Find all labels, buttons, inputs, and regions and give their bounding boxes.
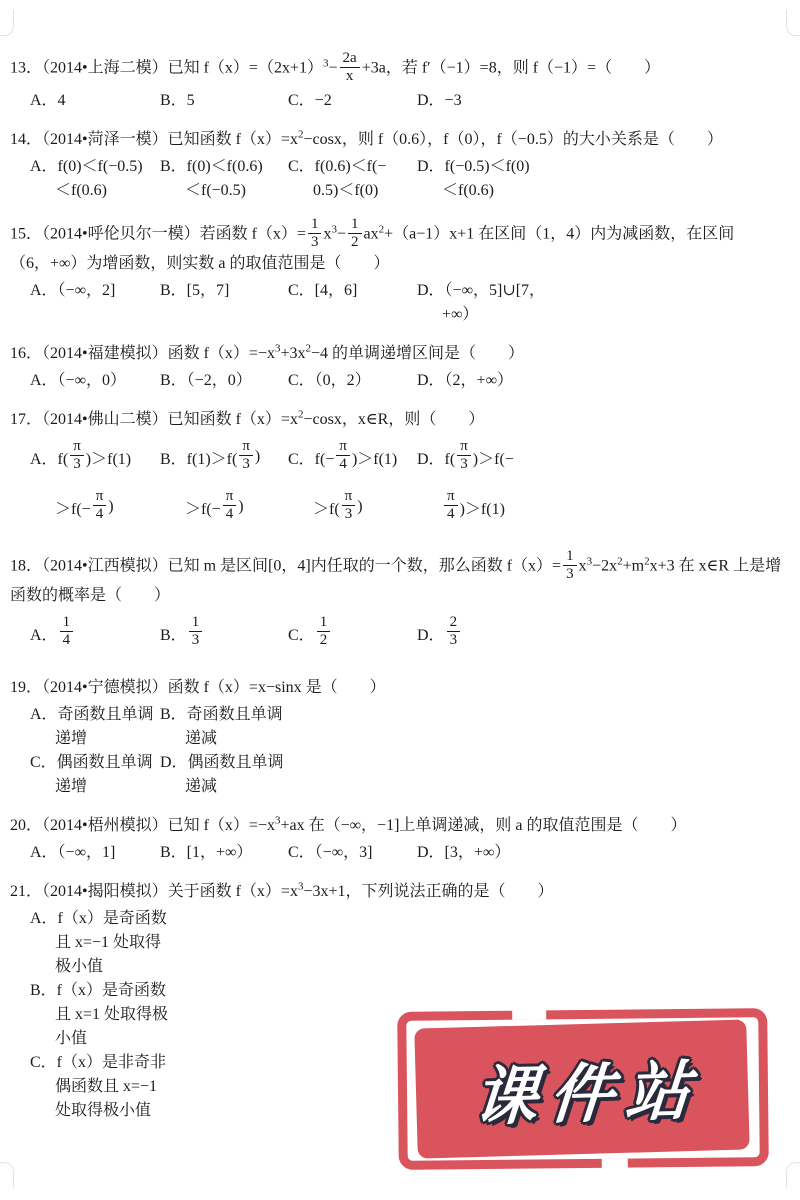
- question-stem: [10, 52, 786, 86]
- text-segment: )＞f(−: [472, 450, 514, 468]
- text-segment: D．（−∞，5]∪[7，: [417, 281, 546, 299]
- option-cell: [417, 366, 513, 390]
- fraction: [70, 438, 84, 472]
- options-row: [10, 176, 786, 200]
- text-segment: 递增: [55, 777, 88, 795]
- text-segment: 16．（2014•福建模拟）函数 f（x）=−x: [10, 345, 275, 362]
- superscript: 2: [617, 555, 623, 568]
- option-cell: [30, 152, 143, 176]
- page-corner-mark: [0, 10, 14, 36]
- text-segment: −: [336, 225, 346, 243]
- superscript: 2: [305, 342, 312, 355]
- option-cell: [30, 1048, 166, 1072]
- option-cell: [30, 432, 131, 482]
- options-row: [10, 976, 786, 1000]
- option-cell: [442, 482, 505, 532]
- fraction: [317, 614, 331, 648]
- fraction-denominator: x: [345, 67, 354, 84]
- question-stem: [10, 880, 786, 904]
- option-cell: [55, 952, 103, 976]
- text-segment: +∞）: [442, 305, 479, 323]
- text-segment: B．[1，+∞）: [160, 843, 253, 861]
- text-segment: ): [357, 498, 363, 515]
- question-stem: [10, 408, 786, 432]
- text-segment: 递减: [185, 729, 218, 747]
- questions-container: [0, 52, 800, 1120]
- text-segment: ＜f(0.6): [442, 181, 494, 199]
- fraction: [239, 438, 253, 472]
- text-segment: −: [328, 59, 338, 77]
- text-segment: 20．（2014•梧州模拟）已知 f（x）=−x: [10, 817, 275, 834]
- option-cell: [442, 176, 494, 200]
- page-corner-mark: [0, 1162, 14, 1188]
- option-cell: [288, 432, 397, 482]
- text-segment: 18．（2014•江西模拟）已知 m 是区间[0，4]内任取的一个数，那么函数 f（x）=: [10, 557, 562, 575]
- superscript: 3: [297, 880, 304, 893]
- option-cell: [185, 772, 217, 796]
- text-segment: A．f(: [30, 450, 69, 468]
- text-segment: x: [578, 557, 587, 575]
- text-segment: −cosx，则 f（0.6），f（0），f（−0.5）的大小关系是（ ）: [303, 131, 723, 148]
- text-segment: 13．（2014•上海二模）已知 f（x）=（2x+1）: [10, 59, 323, 77]
- superscript: 2: [378, 223, 385, 236]
- text-segment: 递增: [55, 729, 88, 747]
- text-segment: A．奇函数且单调: [30, 705, 154, 723]
- text-segment: D．: [417, 626, 445, 644]
- options-row: [10, 838, 786, 862]
- text-segment: B．f(0)＜f(0.6): [160, 157, 263, 175]
- option-cell: [417, 838, 510, 862]
- text-segment: 小值: [55, 1029, 88, 1047]
- text-segment: C．f（x）是非奇非: [30, 1053, 167, 1071]
- text-segment: A．4: [30, 91, 66, 109]
- text-segment: 处取得极小值: [55, 1101, 152, 1119]
- option-cell: [30, 276, 115, 300]
- text-segment: )＞f(1): [459, 500, 505, 518]
- fraction-denominator: 3: [566, 565, 574, 582]
- text-segment: 17．（2014•佛山二模）已知函数 f（x）=x: [10, 411, 298, 428]
- fraction-numerator: π: [239, 438, 253, 456]
- option-cell: [30, 748, 153, 772]
- text-segment: B．奇函数且单调: [160, 705, 283, 723]
- options-row: [10, 86, 786, 110]
- option-cell: [30, 700, 154, 724]
- question-stem: [10, 218, 786, 276]
- fraction: [340, 50, 360, 84]
- fraction: [308, 216, 322, 250]
- options-row: [10, 724, 786, 748]
- question-stem: [10, 676, 786, 700]
- text-segment: A．: [30, 626, 58, 644]
- options-row: [10, 366, 786, 390]
- text-segment: C．（−∞，3]: [288, 843, 373, 861]
- fraction-numerator: 1: [348, 216, 362, 234]
- superscript: 3: [274, 342, 281, 355]
- fraction-numerator: 1: [563, 548, 577, 566]
- options-row: [10, 748, 786, 772]
- options-row: [10, 432, 786, 482]
- text-segment: 极小值: [55, 957, 104, 975]
- option-cell: [55, 482, 114, 532]
- text-segment: ): [238, 498, 244, 515]
- watermark-text: 课件站: [470, 1054, 705, 1134]
- options-row: [10, 772, 786, 796]
- option-cell: [417, 608, 462, 658]
- fraction: [342, 488, 356, 522]
- options-row: [10, 608, 786, 658]
- fraction: [336, 438, 350, 472]
- text-segment: C．（0，2）: [288, 371, 371, 389]
- fraction-numerator: 2a: [340, 50, 360, 68]
- fraction-denominator: 3: [344, 505, 353, 522]
- text-segment: 递减: [185, 777, 218, 795]
- option-cell: [313, 176, 378, 200]
- text-segment: ＜f(0.6): [55, 181, 107, 199]
- option-cell: [160, 276, 229, 300]
- text-segment: 15．（2014•呼伦贝尔一模）若函数 f（x）=: [10, 225, 306, 243]
- option-cell: [313, 482, 363, 532]
- text-segment: B．f（x）是奇函数: [30, 981, 167, 999]
- question-13: [10, 52, 786, 110]
- fraction: [60, 614, 74, 648]
- superscript: 2: [297, 128, 304, 141]
- text-segment: C．偶函数且单调: [30, 753, 153, 771]
- text-segment: ): [254, 448, 261, 465]
- fraction-numerator: π: [93, 488, 107, 506]
- stamp-inner: [414, 1019, 750, 1158]
- fraction-numerator: 1: [60, 614, 74, 632]
- text-segment: +ax 在（−∞，−1]上单调递减，则 a 的取值范围是（ ）: [280, 817, 687, 834]
- option-cell: [160, 432, 260, 482]
- options-row: [10, 700, 786, 724]
- text-segment: 21．（2014•揭阳模拟）关于函数 f（x）=x: [10, 883, 298, 900]
- text-segment: −3x+1，下列说法正确的是（ ）: [303, 883, 554, 900]
- text-segment: D．（2，+∞）: [417, 371, 513, 389]
- text-segment: 14．（2014•菏泽一模）已知函数 f（x）=x: [10, 131, 298, 148]
- fraction-denominator: 4: [447, 505, 455, 522]
- options-row: [10, 482, 786, 532]
- text-segment: x: [323, 225, 332, 243]
- text-segment: +（a−1）x+1 在区间（1，4）内为减函数，在区间（6，+∞）为增函数，则实数 a 的取值范围是（ ）: [10, 225, 735, 272]
- text-segment: D．f(−0.5)＜f(0): [417, 157, 530, 175]
- text-segment: +3a，若 f′（−1）=8，则 f（−1）=（ ）: [361, 59, 661, 77]
- option-cell: [185, 176, 246, 200]
- fraction-denominator: 4: [225, 505, 234, 522]
- text-segment: +m: [622, 557, 645, 575]
- text-segment: C．: [288, 626, 315, 644]
- text-segment: D．−3: [417, 91, 462, 109]
- fraction-numerator: π: [444, 488, 458, 506]
- question-19: [10, 676, 786, 796]
- text-segment: B．5: [160, 91, 195, 109]
- fraction-denominator: 4: [62, 631, 71, 648]
- fraction-denominator: 3: [449, 631, 458, 648]
- superscript: 3: [322, 57, 329, 70]
- text-segment: A．f(0)＜f(−0.5): [30, 157, 143, 175]
- question-15: [10, 218, 786, 324]
- option-cell: [30, 86, 66, 110]
- text-segment: −2x: [592, 557, 618, 575]
- fraction: [223, 488, 237, 522]
- option-cell: [417, 432, 514, 482]
- option-cell: [417, 152, 530, 176]
- text-segment: ax: [363, 225, 379, 243]
- option-cell: [30, 608, 75, 658]
- fraction: [348, 216, 362, 250]
- option-cell: [160, 152, 263, 176]
- options-row: [10, 928, 786, 952]
- superscript: 2: [297, 408, 304, 421]
- option-cell: [442, 300, 478, 324]
- text-segment: ＞f(−: [185, 500, 221, 518]
- option-cell: [30, 838, 115, 862]
- text-segment: −cosx，x∈R，则（ ）: [303, 411, 485, 428]
- fraction: [447, 614, 461, 648]
- question-stem: [10, 342, 786, 366]
- fraction-denominator: 3: [242, 455, 250, 472]
- text-segment: C．[4，6]: [288, 281, 358, 299]
- option-cell: [185, 482, 244, 532]
- option-cell: [55, 1000, 168, 1024]
- text-segment: x+3 在 x∈R 上是增函数的概率是（ ）: [10, 557, 782, 604]
- text-segment: C．−2: [288, 91, 332, 109]
- question-stem: [10, 128, 786, 152]
- text-segment: B．: [160, 626, 187, 644]
- option-cell: [55, 724, 87, 748]
- superscript: 3: [586, 555, 593, 568]
- fraction-denominator: 3: [310, 233, 319, 250]
- option-cell: [160, 86, 195, 110]
- superscript: 3: [274, 814, 281, 827]
- option-cell: [288, 276, 357, 300]
- question-16: [10, 342, 786, 390]
- option-cell: [185, 724, 217, 748]
- question-20: [10, 814, 786, 862]
- question-stem: [10, 814, 786, 838]
- page-corner-mark: [786, 10, 800, 36]
- page-corner-mark: [786, 1162, 800, 1188]
- fraction: [563, 548, 577, 582]
- option-cell: [55, 176, 107, 200]
- text-segment: D．偶函数且单调: [160, 753, 284, 771]
- text-segment: ＞f(: [313, 500, 340, 518]
- option-cell: [288, 838, 372, 862]
- option-cell: [55, 1072, 157, 1096]
- superscript: 2: [644, 555, 650, 568]
- option-cell: [160, 700, 283, 724]
- text-segment: B．（−2，0）: [160, 371, 252, 389]
- fraction-numerator: 1: [308, 216, 322, 234]
- text-segment: −4 的单调递增区间是（ ）: [311, 345, 525, 362]
- text-segment: ＞f(−: [55, 500, 91, 518]
- fraction-numerator: π: [70, 438, 84, 456]
- text-segment: ＜f(−0.5): [185, 181, 247, 199]
- option-cell: [160, 748, 284, 772]
- options-row: [10, 152, 786, 176]
- options-row: [10, 300, 786, 324]
- option-cell: [55, 772, 87, 796]
- text-segment: 0.5)＜f(0): [313, 181, 379, 199]
- option-cell: [160, 366, 252, 390]
- option-cell: [55, 1024, 87, 1048]
- fraction-denominator: 3: [460, 455, 468, 472]
- option-cell: [288, 86, 332, 110]
- question-stem: [10, 550, 786, 608]
- options-row: [10, 904, 786, 928]
- fraction-numerator: π: [336, 438, 350, 456]
- text-segment: D．[3，+∞）: [417, 843, 511, 861]
- fraction-numerator: π: [223, 488, 237, 506]
- fraction-numerator: 1: [317, 614, 331, 632]
- text-segment: +3x: [280, 345, 306, 362]
- fraction-denominator: 2: [319, 631, 328, 648]
- text-segment: A．f（x）是奇函数: [30, 909, 167, 927]
- fraction: [457, 438, 471, 472]
- fraction-numerator: π: [457, 438, 471, 456]
- option-cell: [288, 366, 371, 390]
- option-cell: [288, 152, 386, 176]
- text-segment: 19．（2014•宁德模拟）函数 f（x）=x−sinx 是（ ）: [10, 679, 386, 696]
- text-segment: C．f(−: [288, 450, 335, 468]
- question-18: [10, 550, 786, 658]
- superscript: 3: [331, 223, 337, 236]
- fraction-denominator: 4: [339, 455, 347, 472]
- fraction-numerator: 2: [447, 614, 461, 632]
- fraction-numerator: π: [342, 488, 356, 506]
- text-segment: )＞f(1): [85, 450, 132, 468]
- text-segment: C．f(0.6)＜f(−: [288, 157, 387, 175]
- option-cell: [160, 608, 204, 658]
- text-segment: D．f(: [417, 450, 456, 468]
- text-segment: 且 x=1 处取得极: [55, 1005, 169, 1023]
- fraction-denominator: 2: [351, 233, 359, 250]
- option-cell: [288, 608, 332, 658]
- text-segment: A．（−∞，2]: [30, 281, 116, 299]
- text-segment: B．f(1)＞f(: [160, 450, 238, 468]
- option-cell: [160, 838, 252, 862]
- question-17: [10, 408, 786, 532]
- option-cell: [417, 86, 462, 110]
- fraction-denominator: 3: [191, 631, 200, 648]
- options-row: [10, 276, 786, 300]
- text-segment: ): [108, 498, 114, 515]
- option-cell: [55, 928, 161, 952]
- option-cell: [30, 366, 126, 390]
- option-cell: [417, 276, 545, 300]
- text-segment: A．（−∞，1]: [30, 843, 116, 861]
- option-cell: [55, 1096, 151, 1120]
- fraction: [189, 614, 203, 648]
- text-segment: B．[5，7]: [160, 281, 230, 299]
- question-14: [10, 128, 786, 200]
- text-segment: 且 x=−1 处取得: [55, 933, 162, 951]
- fraction: [444, 488, 458, 522]
- text-segment: A．（−∞，0）: [30, 371, 126, 389]
- fraction: [93, 488, 107, 522]
- option-cell: [30, 904, 167, 928]
- options-row: [10, 952, 786, 976]
- fraction-denominator: 3: [73, 455, 81, 472]
- fraction-denominator: 4: [95, 505, 104, 522]
- fraction-numerator: 1: [189, 614, 203, 632]
- text-segment: )＞f(1): [351, 450, 398, 468]
- text-segment: 偶函数且 x=−1: [55, 1077, 158, 1095]
- watermark-stamp: [396, 1006, 769, 1172]
- option-cell: [30, 976, 166, 1000]
